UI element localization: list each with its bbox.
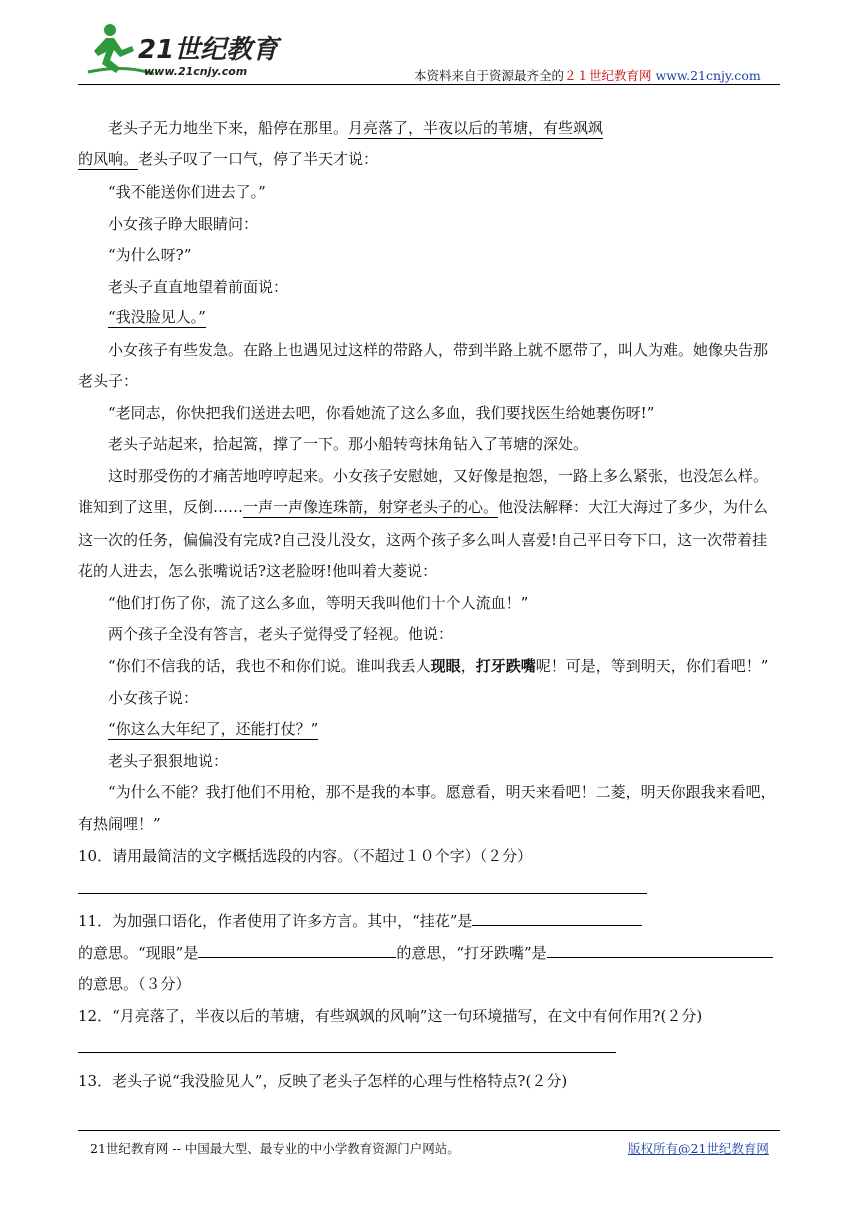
passage-line: “为什么呀?” [108,246,192,264]
passage-line: 谁知到了这里，反倒……一声一声像连珠箭，射穿老头子的心。他没法解释：大江大海过了多少，为什么 [78,498,769,516]
header-note [414,66,761,84]
footer-rule [78,1130,780,1131]
logo-text: 21世纪教育 [138,35,279,65]
header-note-url: www.21cnjy.com [655,68,761,83]
passage-line [108,307,206,327]
bold-term: 现眼 [430,657,461,675]
question-10: 10．请用最简洁的文字概括选段的内容。（不超过１０个字）（２分） [78,847,533,865]
passage-line: 两个孩子全没有答言，老头子觉得受了轻视。他说： [108,625,454,643]
passage-line: 老头子： [78,372,139,390]
bold-term: 打牙跌嘴 [475,657,536,675]
passage-line: 花的人进去，怎么张嘴说话?这老脸呀!他叫着大菱说： [78,562,438,580]
underlined-sentence: 的风响。 [78,150,139,168]
passage-line: 小女孩子有些发急。在路上也遇见过这样的带路人，带到半路上就不愿带了，叫人为难。她像央告那 [108,341,769,359]
passage-line: “他们打伤了你，流了这么多血，等明天我叫他们十个人流血！” [108,594,529,612]
question-11-cont: 的意思。“现眼”是 的意思，“打牙跌嘴”是 [78,943,773,963]
question-11-end: 的意思。（３分） [78,975,191,993]
underlined-sentence: “我没脸见人。” [108,308,206,326]
question-11: 11．为加强口语化，作者使用了许多方言。其中，“挂花”是 [78,911,642,931]
header-note-prefix: 本资料来自于资源最齐全的 [414,68,565,83]
underlined-sentence: 一声一声像连珠箭，射穿老头子的心。 [243,498,499,516]
footer-text: 21世纪教育网 -- 中国最大型、最专业的中小学教育资源门户网站。 [90,1141,460,1156]
passage-line: 老头子狠狠地说： [108,752,229,770]
header-note-site: ２１世纪教育网 [564,68,652,83]
underlined-sentence: 月亮落了，半夜以后的苇塘，有些飒飒 [348,119,604,137]
passage-line: 小女孩子睁大眼睛问： [108,215,259,233]
underlined-sentence: “你这么大年纪了，还能打仗？” [108,720,319,738]
passage-line: 老头子直直地望着前面说： [108,278,289,296]
answer-line-q10[interactable] [78,893,647,894]
answer-blank-guahua[interactable] [472,911,642,926]
passage-line: 老头子站起来，拾起篙，撑了一下。那小船转弯抹角钻入了苇塘的深处。 [108,435,589,453]
header-rule [78,84,780,85]
passage-line: “为什么不能？我打他们不用枪，那不是我的本事。愿意看，明天来看吧！二菱，明天你跟我来看吧， [108,783,776,801]
passage-line: “老同志，你快把我们送进去吧，你看她流了这么多血，我们要找医生给她裹伤呀!” [108,404,655,422]
logo-url: www.21cnjy.com [144,65,248,78]
question-13: 13．老头子说“我没脸见人”，反映了老头子怎样的心理与性格特点?(２分) [78,1072,568,1090]
passage-line: 的风响。老头子叹了一口气，停了半天才说： [78,150,379,168]
passage-line: 老头子无力地坐下来，船停在那里。月亮落了，半夜以后的苇塘，有些飒飒 [108,119,604,137]
passage-line: “我不能送你们进去了。” [108,183,266,201]
answer-line-q12[interactable] [78,1052,616,1053]
site-logo [84,20,294,82]
answer-blank-dayadiezui[interactable] [547,943,773,958]
footer-copyright-link[interactable]: 版权所有@21世纪教育网 [628,1141,769,1156]
passage-line: “你们不信我的话，我也不和你们说。谁叫我丢人现眼，打牙跌嘴呢！可是，等到明天，你们看吧！” [108,657,769,675]
passage-line: 这一次的任务，偏偏没有完成?自己没儿没女，这两个孩子多么叫人喜爱!自己平日夸下口，这一次带着挂 [78,531,768,549]
passage-line [108,719,318,739]
passage-line: 有热闹哩！” [78,815,161,833]
answer-blank-xianyan[interactable] [198,943,396,958]
passage-line: 小女孩子说： [108,689,199,707]
passage-line: 这时那受伤的才痛苦地哼哼起来。小女孩子安慰她，又好像是抱怨，一路上多么紧张，也没怎么样。 [108,467,769,485]
question-12: 12．“月亮落了，半夜以后的苇塘，有些飒飒的风响”这一句环境描写，在文中有何作用?(２分) [78,1007,703,1025]
